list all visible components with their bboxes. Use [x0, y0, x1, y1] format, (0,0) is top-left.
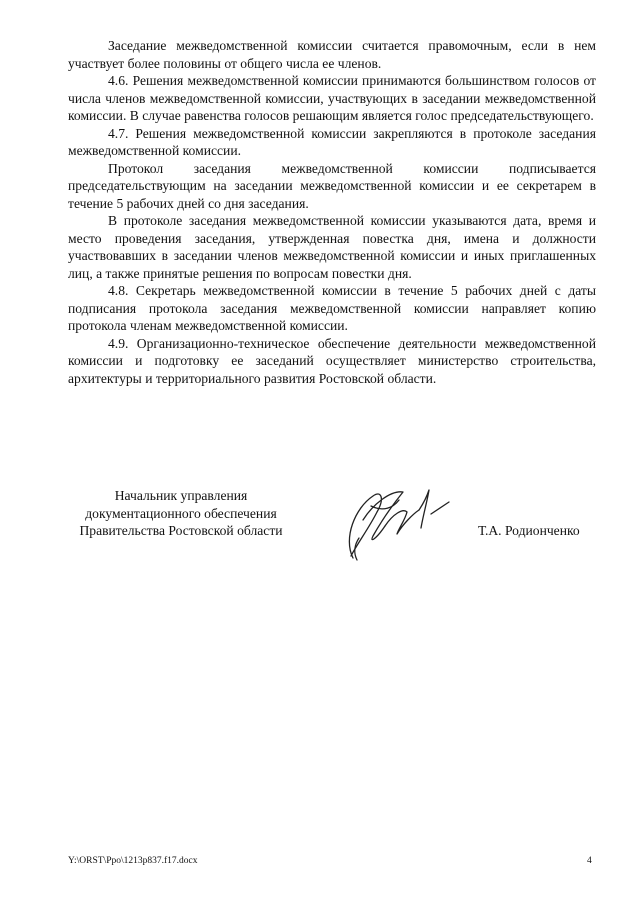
- document-body: [68, 37, 596, 387]
- signer-position-line: Начальник управления: [114, 488, 248, 503]
- page-number: 4: [587, 856, 592, 866]
- paragraph-4-6: 4.6. Решения межведомственной комиссии принимаются большинством голосов от числа членов межведомственной комиссии, участвующих в заседании межведомственной комиссии. В случае равенства голосов решающим является голос председательствующего.: [68, 73, 596, 123]
- signer-name: Т.А. Родионченко: [478, 523, 580, 538]
- paragraph-protocol-contents: В протоколе заседания межведомственной комиссии указываются дата, время и место проведения заседания, утвержденная повестка дня, имена и должности участвовавших в заседании членов межведомственной комиссии и иных приглашенных лиц, а также принятые решения по вопросам повестки дня.: [68, 213, 596, 281]
- handwritten-signature: [333, 478, 463, 568]
- signer-position-line: документационного обеспечения: [85, 505, 277, 521]
- paragraph-quorum: Заседание межведомственной комиссии считается правомочным, если в нем участвует более половины от общего числа ее членов.: [68, 38, 596, 71]
- signer-position-line: Правительства Ростовской области: [79, 523, 283, 538]
- paragraph-protocol-signing: Протокол заседания межведомственной комиссии подписывается председательствующим на заседании межведомственной комиссии и ее секретарем в течение 5 рабочих дней со дня заседания.: [68, 160, 596, 211]
- paragraph-4-8: 4.8. Секретарь межведомственной комиссии в течение 5 рабочих дней с даты подписания протокола заседания межведомственной комиссии направляет копию протокола членам межведомственной комиссии.: [68, 283, 596, 333]
- signer-position: [62, 487, 300, 540]
- paragraph-4-7: 4.7. Решения межведомственной комиссии закрепляются в протоколе заседания межведомственной комиссии.: [68, 125, 596, 158]
- footer-file-path: Y:\ORST\Ppo\1213p837.f17.docx: [68, 856, 198, 866]
- paragraph-4-9: 4.9. Организационно-техническое обеспечение деятельности межведомственной комиссии и подготовку ее заседаний осуществляет министерство строительства, архитектуры и территориального развития Ростовской области.: [68, 335, 596, 386]
